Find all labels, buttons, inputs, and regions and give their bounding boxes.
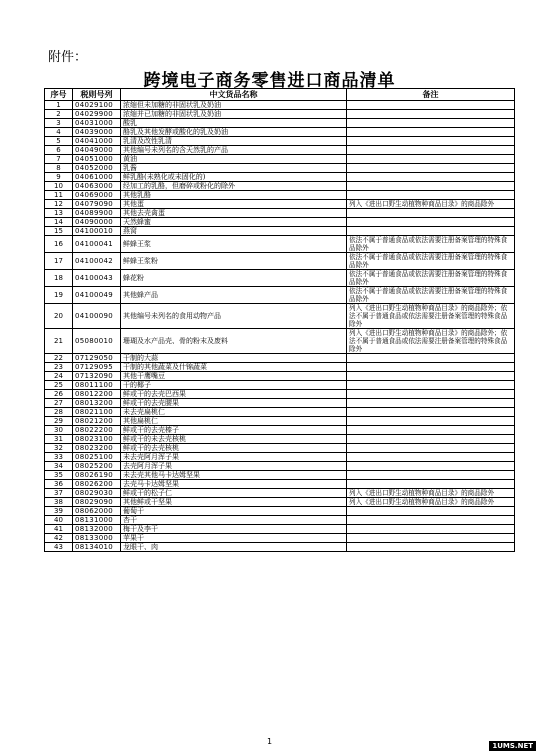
- row-seq: 22: [45, 354, 73, 363]
- row-seq: 39: [45, 507, 73, 516]
- table-row: [45, 489, 515, 498]
- table-row: [45, 417, 515, 426]
- row-remarks: [347, 435, 515, 444]
- document-title: 跨境电子商务零售进口商品清单: [143, 71, 396, 91]
- row-seq: 35: [45, 471, 73, 480]
- table-row: [45, 363, 515, 372]
- table-row: [45, 453, 515, 462]
- table-row: [45, 534, 515, 543]
- page-number: 1: [266, 737, 273, 746]
- table-body: [45, 101, 515, 552]
- row-seq: 38: [45, 498, 73, 507]
- row-seq: 10: [45, 182, 73, 191]
- row-goods-name: 鲜或干的去壳巴西果: [121, 390, 347, 399]
- row-goods-name: 其他乳酪: [121, 191, 347, 200]
- row-seq: 33: [45, 453, 73, 462]
- row-goods-name: 鲜或干的去壳榛子: [121, 426, 347, 435]
- row-remarks: [347, 128, 515, 137]
- table-row: [45, 270, 515, 287]
- row-goods-name: 其他鲜或干坚果: [121, 498, 347, 507]
- table-row: [45, 101, 515, 110]
- row-seq: 9: [45, 173, 73, 182]
- row-goods-name: 其他编号未列名的含天然乳的产品: [121, 146, 347, 155]
- row-remarks: [347, 191, 515, 200]
- row-seq: 21: [45, 329, 73, 354]
- row-tariff-code: 08029090: [73, 498, 121, 507]
- row-goods-name: 干制的大蒜: [121, 354, 347, 363]
- row-tariff-code: 08012200: [73, 390, 121, 399]
- row-tariff-code: 04041000: [73, 137, 121, 146]
- row-tariff-code: 04090000: [73, 218, 121, 227]
- row-tariff-code: 08132000: [73, 525, 121, 534]
- table-row: [45, 110, 515, 119]
- row-seq: 1: [45, 101, 73, 110]
- row-remarks: 依法不属于普通食品或依法需要注册备案管理的特殊食品除外: [347, 253, 515, 270]
- row-tariff-code: 04089900: [73, 209, 121, 218]
- row-tariff-code: 08026200: [73, 480, 121, 489]
- row-seq: 23: [45, 363, 73, 372]
- product-list-table: [44, 88, 515, 552]
- row-goods-name: 干的椰子: [121, 381, 347, 390]
- row-goods-name: 黄油: [121, 155, 347, 164]
- table-row: [45, 498, 515, 507]
- row-goods-name: 鲜蜂王浆粉: [121, 253, 347, 270]
- row-seq: 3: [45, 119, 73, 128]
- row-remarks: 列入《进出口野生动植物种商品目录》的商品除外；依法不属于普通食品或依法需要注册备案管理的特殊食品除外: [347, 304, 515, 329]
- table-row: [45, 200, 515, 209]
- row-goods-name: 去壳马卡达姆坚果: [121, 480, 347, 489]
- row-goods-name: 蜂花粉: [121, 270, 347, 287]
- row-seq: 8: [45, 164, 73, 173]
- row-tariff-code: 08013200: [73, 399, 121, 408]
- row-seq: 31: [45, 435, 73, 444]
- row-goods-name: 苹果干: [121, 534, 347, 543]
- row-remarks: 列入《进出口野生动植物种商品目录》的商品除外: [347, 489, 515, 498]
- header-remarks: 备注: [347, 89, 515, 101]
- table-row: [45, 444, 515, 453]
- row-tariff-code: 08025100: [73, 453, 121, 462]
- row-goods-name: 其他干鹰嘴豆: [121, 372, 347, 381]
- row-remarks: [347, 444, 515, 453]
- table-row: [45, 287, 515, 304]
- row-remarks: [347, 227, 515, 236]
- row-goods-name: 酪乳及其他发酵或酸化的乳及奶油: [121, 128, 347, 137]
- row-goods-name: 经加工的乳酪，但磨碎或粉化的除外: [121, 182, 347, 191]
- row-seq: 36: [45, 480, 73, 489]
- row-remarks: [347, 480, 515, 489]
- table-row: [45, 253, 515, 270]
- row-remarks: [347, 182, 515, 191]
- row-seq: 42: [45, 534, 73, 543]
- row-tariff-code: 08029030: [73, 489, 121, 498]
- row-seq: 11: [45, 191, 73, 200]
- table-row: [45, 209, 515, 218]
- row-tariff-code: 04069000: [73, 191, 121, 200]
- row-seq: 16: [45, 236, 73, 253]
- table-row: [45, 155, 515, 164]
- row-remarks: [347, 507, 515, 516]
- row-remarks: [347, 209, 515, 218]
- row-goods-name: 其他编号未列名的食用动物产品: [121, 304, 347, 329]
- row-tariff-code: 04100043: [73, 270, 121, 287]
- row-remarks: [347, 453, 515, 462]
- row-seq: 43: [45, 543, 73, 552]
- table-row: [45, 516, 515, 525]
- row-tariff-code: 08021100: [73, 408, 121, 417]
- row-goods-name: 未去壳其他马卡达姆坚果: [121, 471, 347, 480]
- table-row: [45, 399, 515, 408]
- row-tariff-code: 08023100: [73, 435, 121, 444]
- row-goods-name: 鲜或干的去壳腰果: [121, 399, 347, 408]
- row-remarks: [347, 471, 515, 480]
- row-seq: 19: [45, 287, 73, 304]
- row-seq: 14: [45, 218, 73, 227]
- row-remarks: [347, 146, 515, 155]
- row-tariff-code: 08026190: [73, 471, 121, 480]
- row-remarks: [347, 417, 515, 426]
- row-tariff-code: 04100042: [73, 253, 121, 270]
- table-row: [45, 329, 515, 354]
- row-remarks: [347, 354, 515, 363]
- row-goods-name: 鲜乳酪(未熟化或未固化的): [121, 173, 347, 182]
- row-goods-name: 未去壳扁桃仁: [121, 408, 347, 417]
- header-goods-name: 中文货品名称: [121, 89, 347, 101]
- table-header-row: [45, 89, 515, 101]
- row-seq: 26: [45, 390, 73, 399]
- row-seq: 41: [45, 525, 73, 534]
- row-seq: 7: [45, 155, 73, 164]
- table-row: [45, 146, 515, 155]
- table-row: [45, 137, 515, 146]
- row-seq: 32: [45, 444, 73, 453]
- row-goods-name: 燕窝: [121, 227, 347, 236]
- table-row: [45, 462, 515, 471]
- row-remarks: [347, 110, 515, 119]
- row-tariff-code: 05080010: [73, 329, 121, 354]
- row-tariff-code: 07129050: [73, 354, 121, 363]
- row-tariff-code: 08133000: [73, 534, 121, 543]
- row-remarks: 列入《进出口野生动植物种商品目录》的商品除外: [347, 200, 515, 209]
- row-remarks: 列入《进出口野生动植物种商品目录》的商品除外: [347, 498, 515, 507]
- row-seq: 28: [45, 408, 73, 417]
- row-goods-name: 葡萄干: [121, 507, 347, 516]
- table-row: [45, 507, 515, 516]
- row-goods-name: 鲜或干的去壳核桃: [121, 444, 347, 453]
- row-tariff-code: 04029900: [73, 110, 121, 119]
- row-goods-name: 梅干及李干: [121, 525, 347, 534]
- row-goods-name: 珊瑚及水产品壳、骨的粉末及废料: [121, 329, 347, 354]
- row-seq: 25: [45, 381, 73, 390]
- row-tariff-code: 08062000: [73, 507, 121, 516]
- row-goods-name: 鲜或干的未去壳核桃: [121, 435, 347, 444]
- row-seq: 15: [45, 227, 73, 236]
- row-goods-name: 去壳阿月浑子果: [121, 462, 347, 471]
- row-tariff-code: 07132090: [73, 372, 121, 381]
- row-tariff-code: 04079090: [73, 200, 121, 209]
- row-tariff-code: 08025200: [73, 462, 121, 471]
- row-tariff-code: 07129095: [73, 363, 121, 372]
- row-goods-name: 其他蜂产品: [121, 287, 347, 304]
- row-seq: 6: [45, 146, 73, 155]
- table-row: [45, 218, 515, 227]
- table-row: [45, 408, 515, 417]
- watermark: 1UMS.NET: [489, 741, 536, 751]
- row-seq: 17: [45, 253, 73, 270]
- table-row: [45, 191, 515, 200]
- row-remarks: [347, 390, 515, 399]
- table-row: [45, 543, 515, 552]
- row-goods-name: 天然蜂蜜: [121, 218, 347, 227]
- row-remarks: [347, 173, 515, 182]
- row-tariff-code: 04061000: [73, 173, 121, 182]
- row-remarks: [347, 372, 515, 381]
- row-remarks: [347, 363, 515, 372]
- row-seq: 18: [45, 270, 73, 287]
- row-tariff-code: 04100049: [73, 287, 121, 304]
- row-remarks: [347, 408, 515, 417]
- row-goods-name: 杏干: [121, 516, 347, 525]
- row-remarks: 列入《进出口野生动植物种商品目录》的商品除外；依法不属于普通食品或依法需要注册备案管理的特殊食品除外: [347, 329, 515, 354]
- row-tariff-code: 08022200: [73, 426, 121, 435]
- row-remarks: [347, 534, 515, 543]
- row-remarks: [347, 516, 515, 525]
- row-seq: 40: [45, 516, 73, 525]
- row-tariff-code: 04100090: [73, 304, 121, 329]
- row-tariff-code: 04100041: [73, 236, 121, 253]
- row-tariff-code: 08011100: [73, 381, 121, 390]
- table-row: [45, 236, 515, 253]
- row-remarks: [347, 525, 515, 534]
- row-goods-name: 其他去壳禽蛋: [121, 209, 347, 218]
- table-row: [45, 480, 515, 489]
- row-seq: 29: [45, 417, 73, 426]
- row-seq: 2: [45, 110, 73, 119]
- row-tariff-code: 08134010: [73, 543, 121, 552]
- table-row: [45, 227, 515, 236]
- table-row: [45, 182, 515, 191]
- row-seq: 24: [45, 372, 73, 381]
- table-row: [45, 435, 515, 444]
- row-goods-name: 鲜蜂王浆: [121, 236, 347, 253]
- row-seq: 30: [45, 426, 73, 435]
- table-row: [45, 164, 515, 173]
- row-remarks: [347, 462, 515, 471]
- table-row: [45, 381, 515, 390]
- table-row: [45, 119, 515, 128]
- attachment-label: 附件：: [48, 50, 88, 65]
- row-goods-name: 干制的其他蔬菜及什锦蔬菜: [121, 363, 347, 372]
- row-goods-name: 其他蛋: [121, 200, 347, 209]
- row-seq: 20: [45, 304, 73, 329]
- table-row: [45, 372, 515, 381]
- row-goods-name: 乳清及改性乳清: [121, 137, 347, 146]
- table-row: [45, 525, 515, 534]
- table-row: [45, 354, 515, 363]
- row-tariff-code: 08021200: [73, 417, 121, 426]
- row-goods-name: 龙眼干、肉: [121, 543, 347, 552]
- row-seq: 27: [45, 399, 73, 408]
- row-seq: 5: [45, 137, 73, 146]
- row-remarks: [347, 137, 515, 146]
- row-remarks: [347, 426, 515, 435]
- row-tariff-code: 08023200: [73, 444, 121, 453]
- row-goods-name: 乳酱: [121, 164, 347, 173]
- table-row: [45, 471, 515, 480]
- row-seq: 4: [45, 128, 73, 137]
- header-tariff-code: 税则号列: [73, 89, 121, 101]
- row-seq: 12: [45, 200, 73, 209]
- row-remarks: 依法不属于普通食品或依法需要注册备案管理的特殊食品除外: [347, 270, 515, 287]
- row-goods-name: 其他扁桃仁: [121, 417, 347, 426]
- row-tariff-code: 04039000: [73, 128, 121, 137]
- row-tariff-code: 04031000: [73, 119, 121, 128]
- row-remarks: [347, 155, 515, 164]
- row-remarks: 依法不属于普通食品或依法需要注册备案管理的特殊食品除外: [347, 287, 515, 304]
- row-remarks: [347, 119, 515, 128]
- row-remarks: 依法不属于普通食品或依法需要注册备案管理的特殊食品除外: [347, 236, 515, 253]
- row-seq: 34: [45, 462, 73, 471]
- row-tariff-code: 04063000: [73, 182, 121, 191]
- row-tariff-code: 04029100: [73, 101, 121, 110]
- row-remarks: [347, 399, 515, 408]
- row-remarks: [347, 218, 515, 227]
- row-tariff-code: 04100010: [73, 227, 121, 236]
- row-tariff-code: 04051000: [73, 155, 121, 164]
- table-row: [45, 390, 515, 399]
- row-remarks: [347, 543, 515, 552]
- row-goods-name: 酸乳: [121, 119, 347, 128]
- row-tariff-code: 08131000: [73, 516, 121, 525]
- row-remarks: [347, 381, 515, 390]
- row-goods-name: 浓缩但未加糖的非固状乳及奶油: [121, 101, 347, 110]
- table-row: [45, 128, 515, 137]
- row-goods-name: 未去壳阿月浑子果: [121, 453, 347, 462]
- row-remarks: [347, 164, 515, 173]
- row-seq: 13: [45, 209, 73, 218]
- row-goods-name: 鲜或干的松子仁: [121, 489, 347, 498]
- row-goods-name: 浓缩并已加糖的非固状乳及奶油: [121, 110, 347, 119]
- row-seq: 37: [45, 489, 73, 498]
- row-remarks: [347, 101, 515, 110]
- header-seq: 序号: [45, 89, 73, 101]
- table-row: [45, 426, 515, 435]
- table-row: [45, 304, 515, 329]
- row-tariff-code: 04049000: [73, 146, 121, 155]
- table-row: [45, 173, 515, 182]
- row-tariff-code: 04052000: [73, 164, 121, 173]
